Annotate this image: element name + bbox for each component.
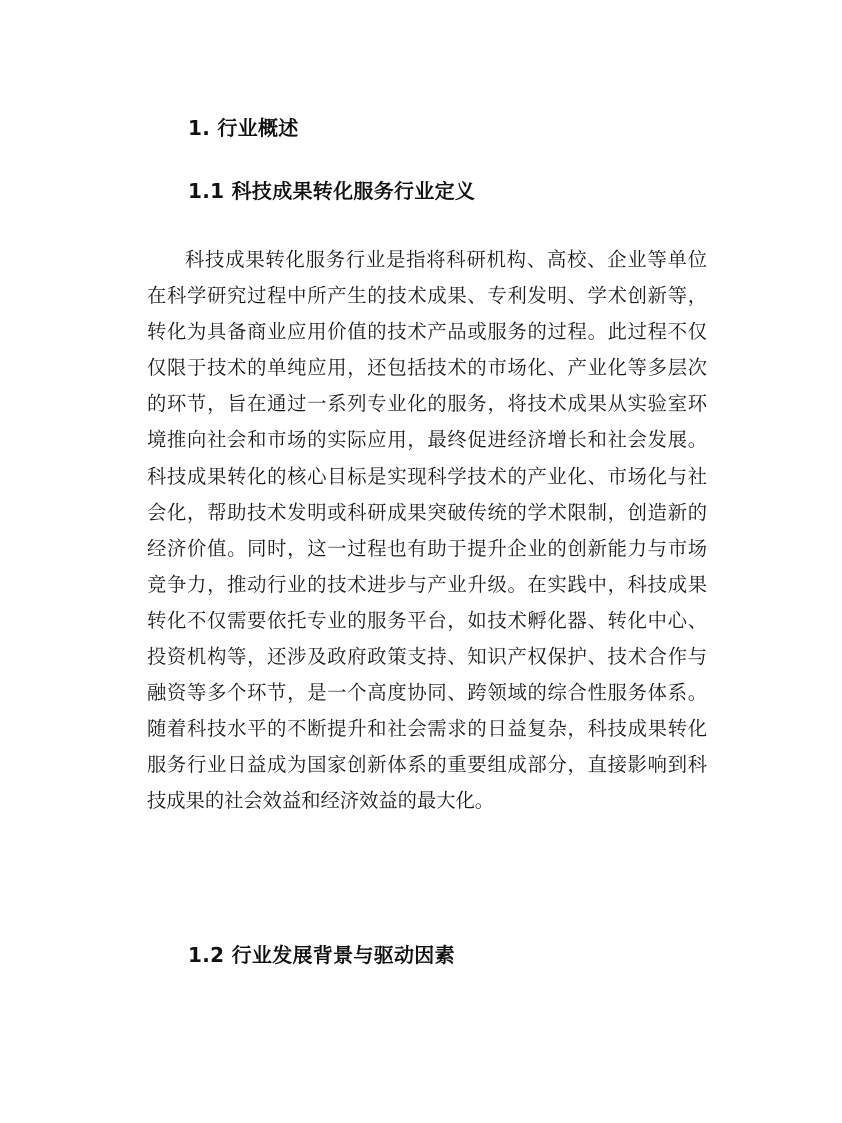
paragraph-line: 融资等多个环节，是一个高度协同、跨领域的综合性服务体系。 — [147, 681, 707, 705]
paragraph-line: 科技成果转化服务行业是指将科研机构、高校、企业等单位 — [185, 248, 707, 271]
paragraph-line: 经济价值。同时，这一过程也有助于提升企业的创新能力与市场 — [147, 536, 707, 560]
subsection-heading-1-2: 1.2 行业发展背景与驱动因素 — [188, 943, 455, 967]
paragraph-line: 的环节，旨在通过一系列专业化的服务，将技术成果从实验室环 — [147, 392, 707, 416]
paragraph-line: 投资机构等，还涉及政府政策支持、知识产权保护、技术合作与 — [147, 645, 707, 669]
body-paragraph — [147, 242, 707, 820]
paragraph-line: 服务行业日益成为国家创新体系的重要组成部分，直接影响到科 — [147, 753, 707, 777]
paragraph-line: 竞争力，推动行业的技术进步与产业升级。在实践中，科技成果 — [147, 572, 707, 596]
paragraph-line: 转化不仅需要依托专业的服务平台，如技术孵化器、转化中心、 — [147, 608, 707, 632]
paragraph-line: 会化，帮助技术发明或科研成果突破传统的学术限制，创造新的 — [147, 500, 707, 524]
section-heading: 1. 行业概述 — [188, 116, 299, 140]
paragraph-line: 在科学研究过程中所产生的技术成果、专利发明、学术创新等， — [147, 284, 707, 308]
paragraph-line: 转化为具备商业应用价值的技术产品或服务的过程。此过程不仅 — [147, 320, 707, 344]
subsection-heading-1-1: 1.1 科技成果转化服务行业定义 — [188, 179, 476, 203]
paragraph-line: 境推向社会和市场的实际应用，最终促进经济增长和社会发展。 — [147, 428, 707, 452]
paragraph-line: 随着科技水平的不断提升和社会需求的日益复杂，科技成果转化 — [147, 717, 707, 741]
paragraph-line: 科技成果转化的核心目标是实现科学技术的产业化、市场化与社 — [147, 464, 707, 488]
paragraph-line: 仅限于技术的单纯应用，还包括技术的市场化、产业化等多层次 — [147, 356, 707, 380]
paragraph-line: 技成果的社会效益和经济效益的最大化。 — [147, 789, 495, 813]
